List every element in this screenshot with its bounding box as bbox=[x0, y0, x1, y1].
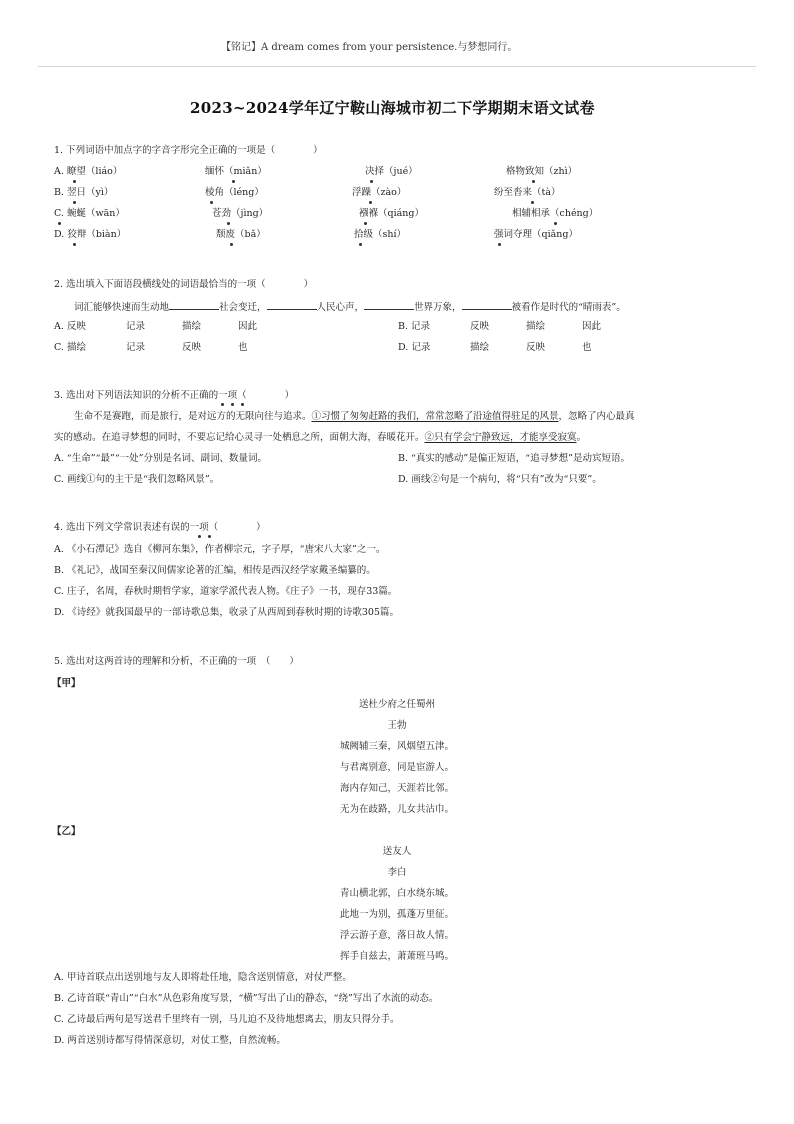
q1-option-d-3: 拾级（shí） bbox=[354, 229, 407, 240]
emphasis-dot bbox=[498, 243, 501, 246]
poem2-author: 李白 bbox=[387, 867, 407, 878]
q3-option-c: C. 画线①句的主干是“我们忽略风景”。 bbox=[54, 474, 220, 485]
emphasis-dot bbox=[227, 222, 230, 225]
q2-passage-part: 词汇能够快速而生动地 bbox=[74, 302, 170, 313]
q4-option-d: D. 《诗经》就我国最早的一部诗歌总集，收录了从西周到春秋时期的诗歌305篇。 bbox=[54, 607, 399, 618]
emphasis-dot bbox=[208, 535, 211, 538]
q3-option-d: D. 画线②句是一个病句，将“只有”改为“只要”。 bbox=[398, 474, 602, 485]
q2-passage-part: 社会变迁， bbox=[219, 302, 267, 313]
emphasis-dot bbox=[554, 222, 557, 225]
q2-option-c-2: 记录 bbox=[126, 342, 146, 353]
poem1-line: 海内存知己，天涯若比邻。 bbox=[339, 783, 454, 794]
emphasis-dot bbox=[73, 243, 76, 246]
poem1-line: 无为在歧路，儿女共沾巾。 bbox=[339, 804, 454, 815]
fill-blank bbox=[267, 299, 317, 310]
q1-option-d-2: 颓废（bǎ） bbox=[216, 229, 266, 240]
emphasis-dot bbox=[370, 180, 373, 183]
q1-stem: 1. 下列词语中加点字的字音字形完全正确的一项是（ ） bbox=[54, 145, 323, 156]
q1-option-c-1: C. 蜿蜒（wān） bbox=[54, 208, 125, 219]
q2-option-b-2: 反映 bbox=[470, 321, 490, 332]
q2-passage bbox=[74, 299, 626, 314]
q5-section-yi: 【乙】 bbox=[52, 826, 81, 837]
q1-option-b-4: 纷至沓来（tà） bbox=[494, 187, 561, 198]
q2-option-b-3: 描绘 bbox=[526, 321, 546, 332]
emphasis-dot bbox=[231, 403, 234, 406]
q4-option-a: A. 《小石潭记》选自《柳河东集》，作者柳宗元，字子厚，“唐宋八大家”之一。 bbox=[54, 544, 386, 555]
q1-option-d-4: 强词夺理（qiǎng） bbox=[494, 229, 578, 240]
emphasis-dot bbox=[369, 201, 372, 204]
q4-stem: 4. 选出下列文学常识表述有误的一项（ ） bbox=[54, 522, 266, 533]
emphasis-dot bbox=[210, 201, 213, 204]
q2-passage-part: 被看作是时代的“晴雨表”。 bbox=[511, 302, 626, 313]
q1-option-a-1: A. 瞭望（liáo） bbox=[54, 166, 123, 177]
fill-blank bbox=[169, 299, 219, 310]
poem1-line: 与君离别意，同是宦游人。 bbox=[339, 762, 454, 773]
q1-option-c-2: 苍劲（jìng） bbox=[212, 208, 269, 219]
poem1-line: 城阙辅三秦，风烟望五津。 bbox=[339, 741, 454, 752]
poem2-line: 此地一为别，孤蓬万里征。 bbox=[339, 909, 454, 920]
q2-option-c-3: 反映 bbox=[182, 342, 202, 353]
q3-passage-text: 实的感动。在追寻梦想的同时，不要忘记给心灵寻一处栖息之所，面朝大海，春暖花开。 bbox=[54, 432, 425, 443]
q2-option-c-1: C. 描绘 bbox=[54, 342, 86, 353]
q2-option-d-1: D. 记录 bbox=[398, 342, 431, 353]
q1-option-d-1: D. 狡辩（biàn） bbox=[54, 229, 127, 240]
q5-stem: 5. 选出对这两首诗的理解和分析，不正确的一项 （ ） bbox=[54, 656, 299, 667]
emphasis-dot bbox=[532, 180, 535, 183]
emphasis-dot bbox=[232, 180, 235, 183]
q2-option-d-3: 反映 bbox=[526, 342, 546, 353]
q3-passage-text: ，忽略了内心最真 bbox=[558, 411, 635, 422]
q2-stem: 2. 选出填入下面语段横线处的词语最恰当的一项（ ） bbox=[54, 279, 314, 290]
q2-passage-part: 人民心声， bbox=[316, 302, 365, 313]
fill-blank bbox=[364, 299, 414, 310]
q2-option-a-1: A. 反映 bbox=[54, 321, 86, 332]
q1-option-a-4: 格物致知（zhì） bbox=[506, 166, 578, 177]
q3-passage-text: 。 bbox=[576, 432, 587, 443]
q5-option-b: B. 乙诗首联“青山”“白水”从色彩角度写景，“横”写出了山的静态，“绕”写出了水流的动态。 bbox=[54, 993, 439, 1004]
q2-option-b-4: 因此 bbox=[582, 321, 602, 332]
q1-option-b-2: 棱角（léng） bbox=[205, 187, 264, 198]
q5-option-c: C. 乙诗最后两句是写送君千里终有一别，马儿迫不及待地想离去，朋友只得分手。 bbox=[54, 1014, 400, 1025]
emphasis-dot bbox=[198, 535, 201, 538]
header-divider bbox=[38, 66, 756, 67]
q2-passage-part: 世界万象， bbox=[414, 302, 462, 313]
q4-option-b: B. 《礼记》，战国至秦汉间儒家论著的汇编，相传是西汉经学家戴圣编纂的。 bbox=[54, 565, 376, 576]
q3-underlined-sentence-2: ②只有学会宁静致远，才能享受寂寞 bbox=[424, 432, 577, 443]
q2-option-b-1: B. 记录 bbox=[398, 321, 431, 332]
q3-option-b: B. “真实的感动”是偏正短语，“追寻梦想”是动宾短语。 bbox=[398, 453, 630, 464]
poem2-line: 浮云游子意，落日故人情。 bbox=[339, 930, 454, 941]
q3-passage-text: 生命不是赛跑，而是旅行，是对远方的无限向往与追求。 bbox=[74, 411, 312, 422]
q2-option-d-2: 描绘 bbox=[470, 342, 490, 353]
q2-option-a-2: 记录 bbox=[126, 321, 146, 332]
q5-option-d: D. 两首送别诗都写得情深意切，对仗工整，自然流畅。 bbox=[54, 1035, 286, 1046]
emphasis-dot bbox=[531, 201, 534, 204]
q1-option-b-3: 浮躁（zào） bbox=[352, 187, 407, 198]
q1-option-c-3: 襁褓（qiáng） bbox=[359, 208, 424, 219]
poem2-title: 送友人 bbox=[382, 846, 412, 857]
q2-option-a-3: 描绘 bbox=[182, 321, 202, 332]
poem1-author: 王勃 bbox=[387, 720, 407, 731]
page-header-motto: 【铭记】A dream comes from your persistence.与梦想同行。 bbox=[221, 42, 518, 53]
q5-section-jia: 【甲】 bbox=[52, 678, 81, 689]
q1-option-c-4: 相辅相承（chéng） bbox=[512, 208, 599, 219]
q3-option-a: A. “生命”“最”“一处”分别是名词、副词、数量词。 bbox=[54, 453, 268, 464]
emphasis-dot bbox=[241, 403, 244, 406]
poem2-line: 青山横北郭，白水绕东城。 bbox=[339, 888, 454, 899]
q2-option-d-4: 也 bbox=[582, 342, 592, 353]
emphasis-dot bbox=[359, 243, 362, 246]
q3-underlined-sentence-1: ①习惯了匆匆赶路的我们，常常忽略了沿途值得驻足的风景 bbox=[311, 411, 559, 422]
page-title: 2023~2024学年辽宁鞍山海城市初二下学期期末语文试卷 bbox=[190, 99, 595, 117]
q5-option-a: A. 甲诗首联点出送别地与友人即将赴任地，隐含送别情意，对仗严整。 bbox=[54, 972, 352, 983]
q4-option-c: C. 庄子，名周，春秋时期哲学家，道家学派代表人物。《庄子》一书，现存33篇。 bbox=[54, 586, 398, 597]
poem1-title: 送杜少府之任蜀州 bbox=[358, 699, 435, 710]
emphasis-dot bbox=[230, 243, 233, 246]
poem2-line: 挥手自兹去，萧萧班马鸣。 bbox=[339, 951, 454, 962]
q3-passage-line2 bbox=[54, 432, 586, 444]
emphasis-dot bbox=[73, 180, 76, 183]
q1-option-a-2: 缅怀（miǎn） bbox=[205, 166, 267, 177]
emphasis-dot bbox=[73, 201, 76, 204]
emphasis-dot bbox=[58, 222, 61, 225]
q2-option-c-4: 也 bbox=[238, 342, 248, 353]
emphasis-dot bbox=[364, 222, 367, 225]
emphasis-dot bbox=[221, 403, 224, 406]
q3-passage-line1 bbox=[74, 411, 635, 423]
q1-option-b-1: B. 翌日（yì） bbox=[54, 187, 114, 198]
fill-blank bbox=[462, 299, 512, 310]
q2-option-a-4: 因此 bbox=[238, 321, 258, 332]
q3-stem: 3. 选出对下列语法知识的分析不正确的一项（ ） bbox=[54, 390, 295, 401]
q1-option-a-3: 决择（jué） bbox=[365, 166, 418, 177]
